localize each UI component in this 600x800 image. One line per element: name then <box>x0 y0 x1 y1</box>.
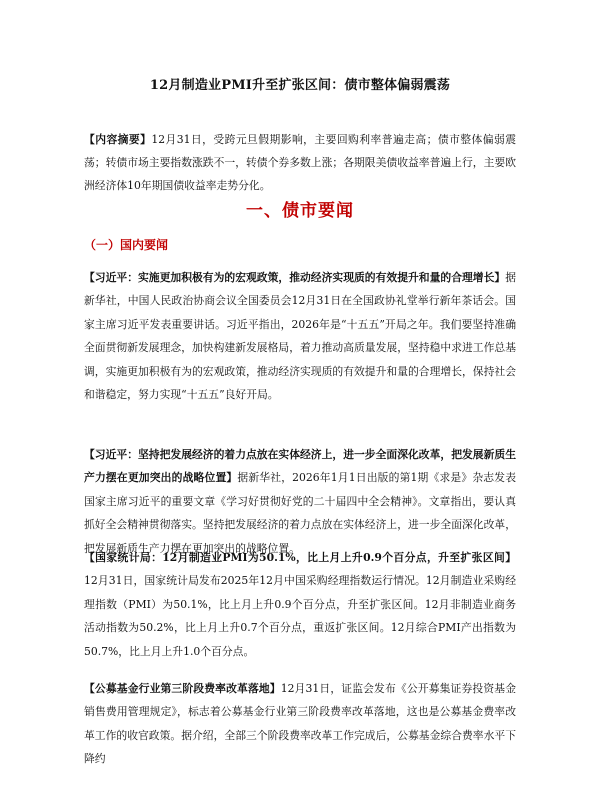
news-item <box>84 677 516 771</box>
content-summary <box>84 128 516 197</box>
summary-label: 【内容摘要】 <box>84 133 152 146</box>
section-title: 一、债市要闻 <box>246 201 354 221</box>
news-item-body: 据新华社，2026年1月1日出版的第1期《求是》杂志发表国家主席习近平的重要文章《学习好贯彻好党的二十届四中全会精神》。文章指出，要认真抓好全会精神贯彻落实。坚持把发展经济的着力点放在实体经济上，进一步全面深化改革，把发展新质生产力摆在更加突出的战略位置。 <box>84 471 516 555</box>
news-item <box>84 266 516 406</box>
news-item <box>84 443 516 560</box>
news-item-body: 据新华社，中国人民政治协商会议全国委员会12月31日在全国政协礼堂举行新年茶话会。国家主席习近平发表重要讲话。习近平指出，2026年是“十五五”开局之年。我们要坚持准确全面贯彻新发展理念，加快构建新发展格局，着力推动高质量发展，坚持稳中求进工作总基调，实施更加积极有为的宏观政策，推动经济实现质的有效提升和量的合理增长，保持社会和谐稳定，努力实现“十五五”良好开局。 <box>84 271 516 402</box>
news-item-body: 12月31日，证监会发布《公开募集证券投资基金销售费用管理规定》，标志着公募基金行业第三阶段费率改革落地，这也是公募基金费率改革工作的收官政策。据介绍，全部三个阶段费率改革工作完成后，公募基金综合费率水平下降约 <box>84 682 516 766</box>
news-item-headline: 【公募基金行业第三阶段费率改革落地】 <box>84 682 281 695</box>
document-title: 12月制造业PMI升至扩张区间：债市整体偏弱震荡 <box>149 78 451 93</box>
summary-text: 12月31日，受跨元旦假期影响，主要回购利率普遍走高；债市整体偏弱震荡；转债市场主要指数涨跌不一，转债个券多数上涨；各期限美债收益率普遍上行，主要欧洲经济体10年期国债收益率走势分化。 <box>84 133 517 192</box>
news-item-headline: 【习近平：实施更加积极有为的宏观政策，推动经济实现质的有效提升和量的合理增长】 <box>84 271 506 284</box>
news-item-headline: 【国家统计局：12月制造业PMI为50.1%，比上月上升0.9个百分点，升至扩张区间】 <box>84 551 516 564</box>
subsection-title: （一）国内要闻 <box>84 238 169 252</box>
news-item-body: 12月31日，国家统计局发布2025年12月中国采购经理指数运行情况。12月制造业采购经理指数（PMI）为50.1%，比上月上升0.9个百分点，升至扩张区间。12月非制造业商务活动指数为50.2%，比上月上升0.7个百分点，重返扩张区间。12月综合PMI产出指数为50.7%，比上月上升1.0个百分点。 <box>84 574 516 658</box>
news-item <box>84 546 516 663</box>
news-item-headline: 【习近平：坚持把发展经济的着力点放在实体经济上，进一步全面深化改革，把发展新质生产力摆在更加突出的战略位置】 <box>84 448 516 485</box>
